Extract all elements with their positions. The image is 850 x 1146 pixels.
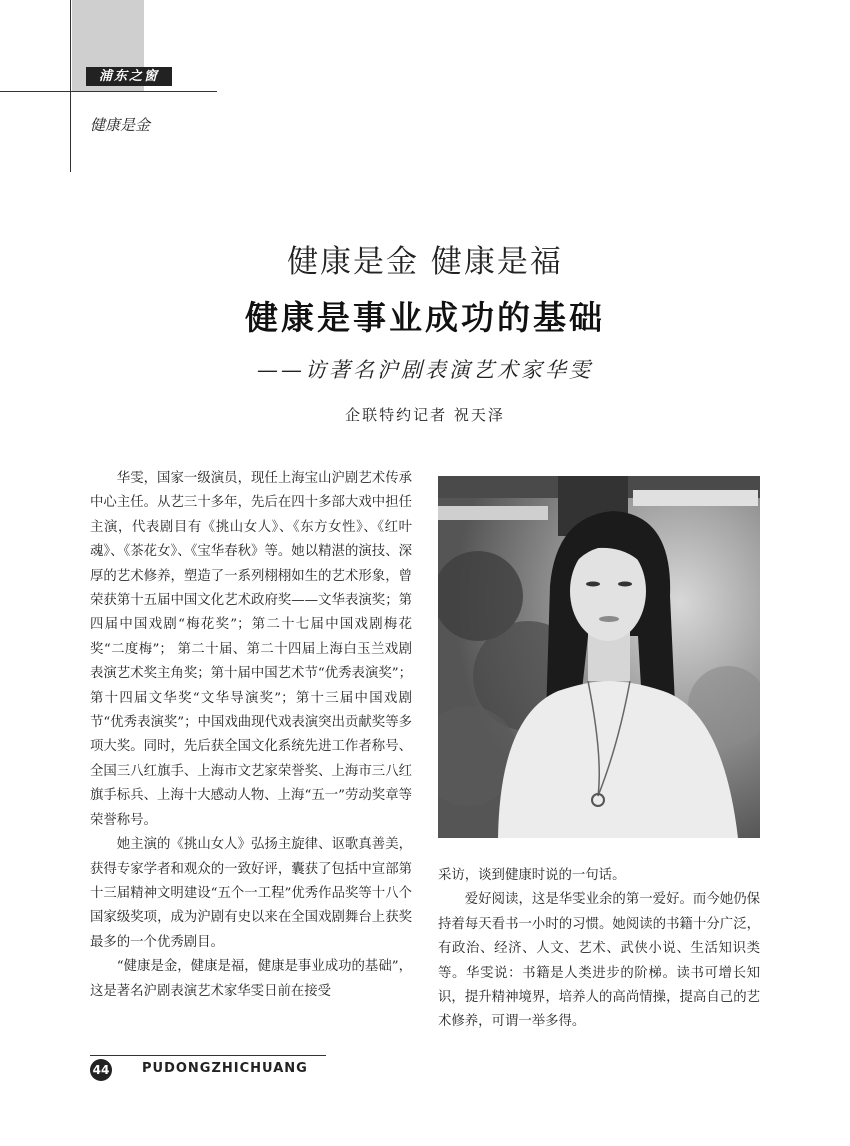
- paragraph: “健康是金，健康是福，健康是事业成功的基础”，这是著名沪剧表演艺术家华雯日前在接受: [90, 959, 412, 999]
- footer-magazine-name: PUDONGZHICHUANG: [142, 1061, 308, 1076]
- portrait-photo: [438, 476, 760, 838]
- magazine-logo: 浦东之窗: [86, 67, 172, 86]
- byline: 企联特约记者 祝天泽: [345, 406, 505, 424]
- portrait-illustration: [438, 476, 760, 838]
- header-vertical-rule: [70, 0, 71, 172]
- section-label: 健康是金: [90, 116, 151, 134]
- paragraph: 她主演的《挑山女人》弘扬主旋律、讴歌真善美，获得专家学者和观众的一致好评，囊获了包括中宣部第十三届精神文明建设“五个一工程”优秀作品奖等十八个国家级奖项，成为沪剧有史以来在全国戏剧舞台上获奖最多的一个优秀剧目。: [90, 837, 412, 950]
- footer-rule: [90, 1055, 326, 1056]
- article-column-left: [90, 467, 412, 1004]
- header-horizontal-rule: [0, 91, 217, 92]
- subtitle: ——访著名沪剧表演艺术家华雯: [257, 358, 593, 382]
- paragraph: 爱好阅读，这是华雯业余的第一爱好。而今她仍保持着每天看书一小时的习惯。她阅读的书籍十分广泛，有政治、经济、人文、艺术、武侠小说、生活知识类等。华雯说：书籍是人类进步的阶梯。读书可增长知识，提升精神境界，培养人的高尚情操，提高自己的艺术修养，可谓一举多得。: [438, 892, 760, 1030]
- page-number: 44: [90, 1059, 112, 1081]
- title-line-2: 健康是事业成功的基础: [245, 298, 605, 337]
- paragraph: 华雯，国家一级演员，现任上海宝山沪剧艺术传承中心主任。从艺三十多年，先后在四十多部大戏中担任主演，代表剧目有《挑山女人》、《东方女性》、《红叶魂》、《茶花女》、《宝华春秋》等。她以精湛的演技、深厚的艺术修养，塑造了一系列栩栩如生的艺术形象，曾荣获第十五届中国文化艺术政府奖——文华表演奖；第四届中国戏剧“梅花奖”；第二十七届中国戏剧梅花奖“二度梅”； 第二十届、第二十四届上海白玉兰戏剧表演艺术奖主角奖；第十届中国艺术节“优秀表演奖”；第十四届文华奖“文华导演奖”；第十三届中国戏剧节“优秀表演奖”；中国戏曲现代戏表演突出贡献奖等多项大奖。同时，先后获全国文化系统先进工作者称号、全国三八红旗手、上海市文艺家荣誉奖、上海市三八红旗手标兵、上海十大感动人物、上海“五一”劳动奖章等荣誉称号。: [90, 471, 412, 828]
- article-column-right: [438, 864, 760, 1035]
- paragraph: 采访，谈到健康时说的一句话。: [438, 868, 626, 883]
- title-line-1: 健康是金 健康是福: [287, 244, 563, 280]
